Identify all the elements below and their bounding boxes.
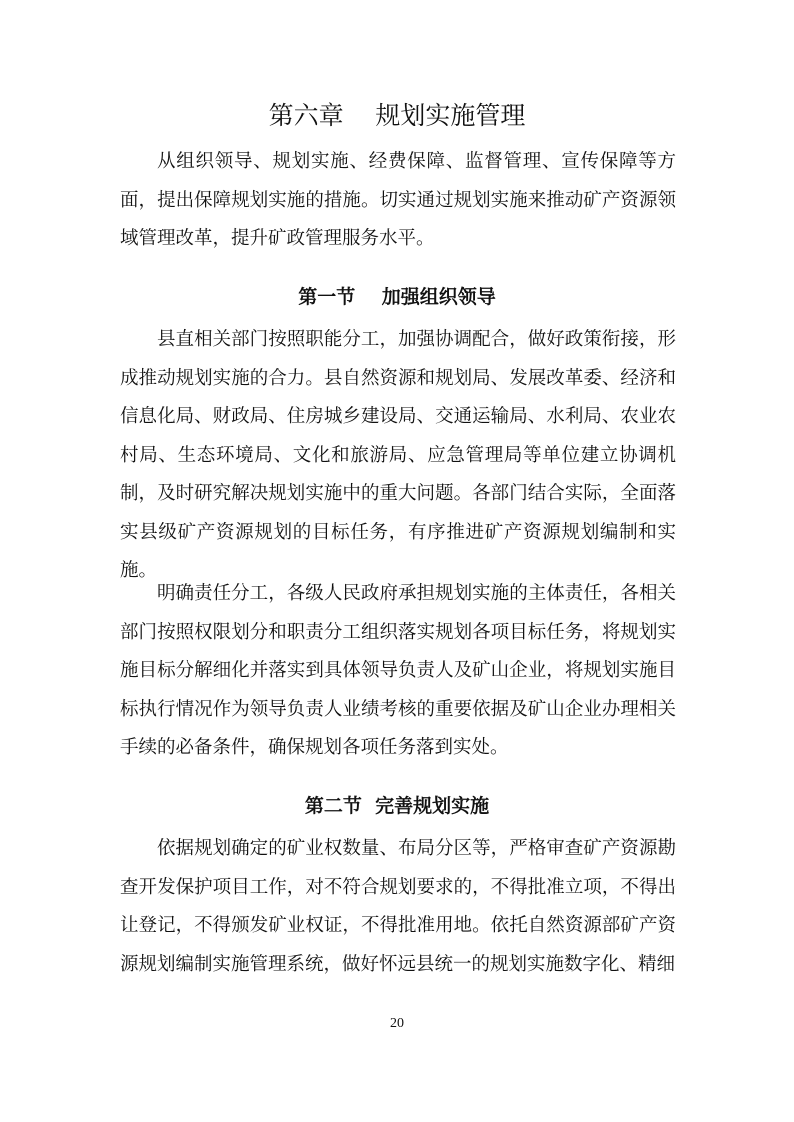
chapter-intro-paragraph: 从组织领导、规划实施、经费保障、监督管理、宣传保障等方面，提出保障规划实施的措施。切实通过规划实施来推动矿产资源领域管理改革，提升矿政管理服务水平。	[120, 151, 676, 249]
section-2-title: 第二节 完善规划实施	[304, 795, 490, 817]
page-number: 20	[390, 1016, 404, 1031]
section-1-paragraph-1: 县直相关部门按照职能分工，加强协调配合，做好政策衔接，形成推动规划实施的合力。县自然资源和规划局、发展改革委、经济和信息化局、财政局、住房城乡建设局、交通运输局、水利局、农业农村局、生态环境局、文化和旅游局、应急管理局等单位建立协调机制，及时研究解决规划实施中的重大问题。各部门结合实际，全面落实县级矿产资源规划的目标任务，有序推进矿产资源规划编制和实施。	[120, 329, 676, 581]
section-1-paragraph-2: 明确责任分工，各级人民政府承担规划实施的主体责任，各相关部门按照权限划分和职责分工组织落实规划各项目标任务，将规划实施目标分解细化并落实到具体领导负责人及矿山企业，将规划实施目标执行情况作为领导负责人业绩考核的重要依据及矿山企业办理相关手续的必备条件，确保规划各项任务落到实处。	[120, 583, 676, 758]
section-2-paragraph-1: 依据规划确定的矿业权数量、布局分区等，严格审查矿产资源勘查开发保护项目工作，对不符合规划要求的，不得批准立项，不得出让登记，不得颁发矿业权证，不得批准用地。依托自然资源部矿产资源规划编制实施管理系统，做好怀远县统一的规划实施数字化、精细	[120, 838, 676, 975]
chapter-title: 第六章 规划实施管理	[268, 101, 526, 130]
section-1-title: 第一节 加强组织领导	[298, 286, 496, 308]
